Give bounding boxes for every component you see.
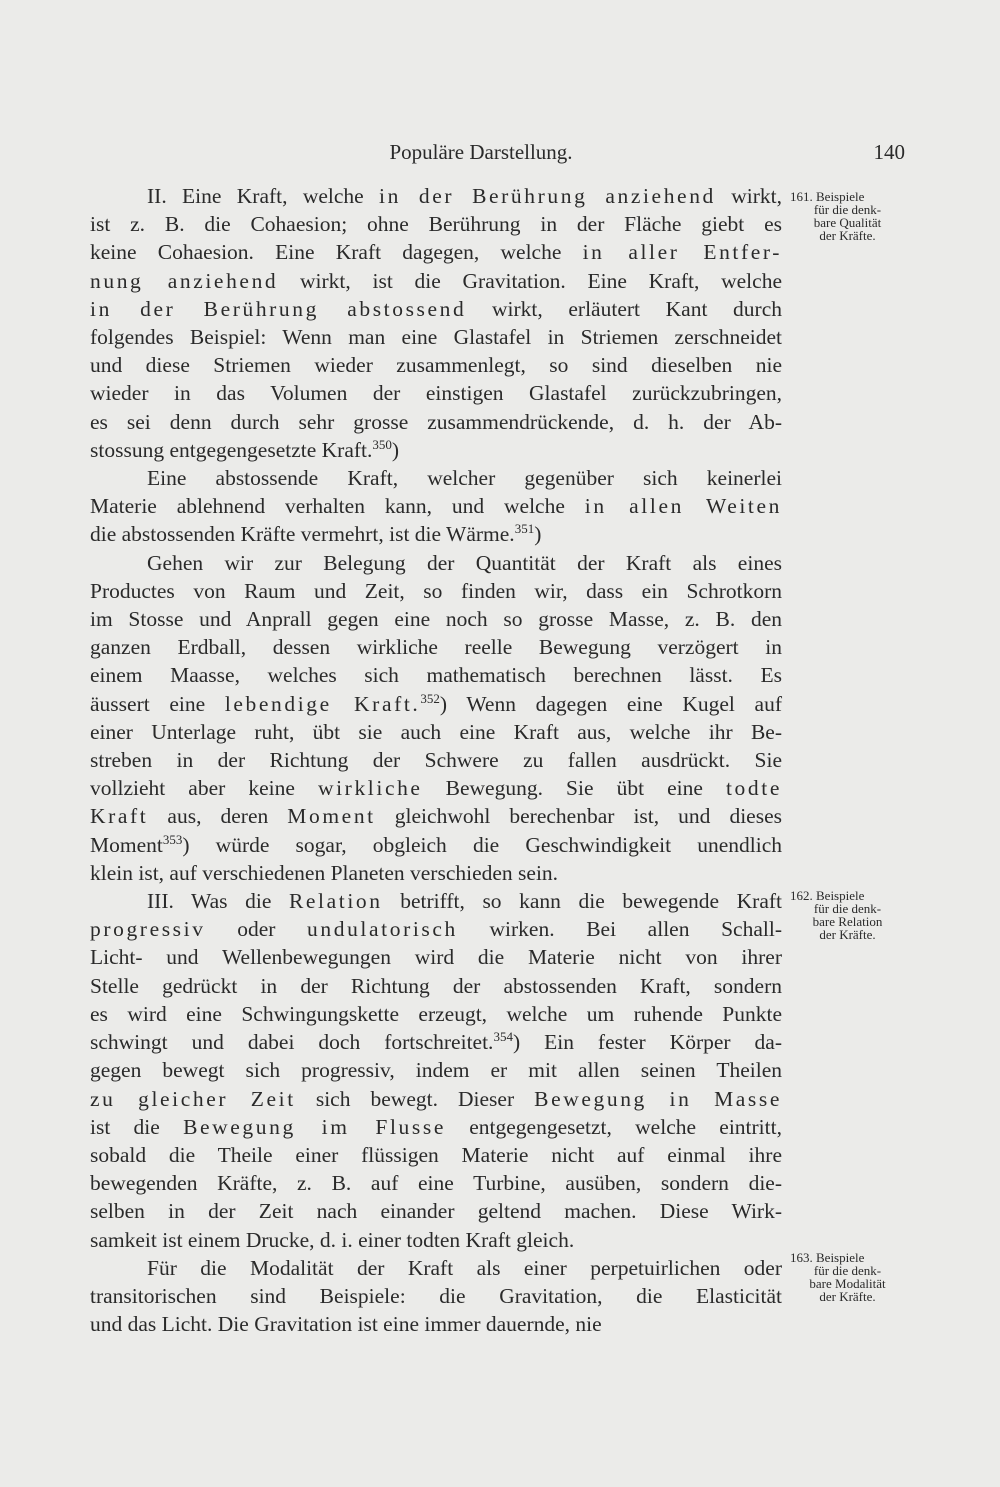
margin-note-line: 163. Beispiele [790,1250,865,1265]
text-run: folgendes Beispiel: Wenn man eine Glastafel in Striemen zerschneidet [90,325,782,350]
text-line [90,633,782,661]
text-line [90,859,782,887]
text-line [90,1085,782,1113]
running-header [90,140,905,170]
text-line [90,577,782,605]
text-run: es sei denn durch sehr grosse zusammendrückende, d. h. der Ab- [90,409,782,434]
paragraph-161 [90,182,782,464]
spaced-emphasis: wirkliche [317,776,423,801]
text-run: Productes von Raum und Zeit, so finden wir, dass ein Schrotkorn [90,578,782,603]
text-run: äussert eine [90,691,225,716]
spaced-emphasis: Relation [288,889,383,914]
margin-note-163 [790,1251,905,1303]
text-run: schwingt und dabei doch fortschreitet. [90,1030,494,1055]
text-run: gleichwohl berechenbar ist, und dieses [375,804,783,829]
text-line [90,831,782,859]
text-run: ist die [90,1114,184,1139]
text-run: Bewegung. Sie übt eine [422,776,726,801]
text-run: ) [391,437,400,462]
text-run: und das Licht. Die Gravitation ist eine immer dauernde, nie [90,1312,602,1337]
text-run: Gehen wir zur Belegung der Quantität der Kraft als eines [147,550,782,575]
text-run: wirken. Bei allen Schall- [457,917,782,942]
text-line [90,972,782,1000]
text-line [90,1226,782,1254]
text-line [90,182,782,210]
text-line [90,464,782,492]
spaced-emphasis: Kraft [90,804,149,829]
text-line [90,690,782,718]
text-run: entgegengesetzt, welche eintritt, [445,1114,782,1139]
text-run: ist z. B. die Cohaesion; ohne Berührung in der Fläche giebt es [90,212,782,237]
text-line [90,323,782,351]
text-run: im Stosse und Anprall gegen eine noch so grosse Masse, z. B. den [90,607,782,632]
footnote-ref: 351 [514,521,535,537]
text-run: streben in der Richtung der Schwere zu fallen ausdrückt. Sie [90,748,782,773]
text-run: einem Maasse, welches sich mathematisch berechnen lässt. Es [90,663,782,688]
spaced-emphasis: nung anziehend [90,268,279,293]
margin-note-line: 161. Beispiele [790,189,865,204]
spaced-emphasis: in der Berührung anziehend [379,184,716,208]
spaced-emphasis: todte [725,776,782,801]
text-line [90,1056,782,1084]
text-run: bewegenden Kräfte, z. B. auf eine Turbine, ausüben, sondern die- [90,1171,782,1196]
margin-note-line: 162. Beispiele [790,888,865,903]
text-line [90,1310,782,1338]
text-line [90,267,782,295]
text-run: keine Cohaesion. Eine Kraft dagegen, welche [90,240,583,265]
text-run: wirkt, ist die Gravitation. Eine Kraft, welche [278,268,782,293]
text-line [90,1113,782,1141]
text-run: es wird eine Schwingungskette erzeugt, welche um ruhende Punkte [90,1001,782,1026]
text-line [90,1254,782,1282]
margin-note-line: der Kräfte. [819,927,876,942]
text-line [90,379,782,407]
text-line [90,887,782,915]
text-run: II. Eine Kraft, welche [147,184,380,208]
text-run: Eine abstossende Kraft, welcher gegenüber sich keinerlei [147,466,782,491]
spaced-emphasis: in der Berührung abstossend [90,296,467,321]
body-text [90,182,782,1338]
text-line [90,210,782,238]
spaced-emphasis: lebendige Kraft. [224,691,421,716]
text-line [90,605,782,633]
margin-note-line: der Kräfte. [819,228,876,243]
text-run: wieder in das Volumen der einstigen Glastafel zurückzubringen, [90,381,782,406]
margin-note-161 [790,190,905,242]
text-line [90,1000,782,1028]
text-line [90,1169,782,1197]
text-run: wirkt, erläutert Kant durch [466,296,782,321]
text-line [90,915,782,943]
text-run: ) Wenn dagegen eine Kugel auf [439,691,782,716]
text-line [90,802,782,830]
margin-note-line: für die denk- [813,1263,882,1278]
text-run: wirkt, [715,184,782,208]
text-line [90,1141,782,1169]
text-line [90,1197,782,1225]
margin-note-line: für die denk- [813,202,882,217]
text-run: samkeit ist einem Drucke, d. i. einer todten Kraft gleich. [90,1227,575,1252]
text-run: und diese Striemen wieder zusammenlegt, so sind dieselben nie [90,353,782,378]
text-run: ganzen Erdball, dessen wirkliche reelle Bewegung verzögert in [90,635,782,660]
spaced-emphasis: progressiv [90,917,206,942]
text-run: oder [205,917,308,942]
text-line [90,943,782,971]
text-line [90,520,782,548]
spaced-emphasis: undulatorisch [307,917,458,942]
footnote-ref: 354 [493,1029,513,1045]
text-line [90,549,782,577]
text-line [90,746,782,774]
text-line [90,1282,782,1310]
text-run: sich bewegt. Dieser [295,1086,535,1111]
spaced-emphasis: in aller Entfer- [582,240,782,265]
text-run: die abstossenden Kräfte vermehrt, ist die Wärme. [90,522,515,547]
text-run: ) würde sogar, obgleich die Geschwindigkeit unendlich [182,832,782,857]
text-line [90,1028,782,1056]
paragraph-quantitaet [90,549,782,887]
paragraph-relation [90,887,782,1254]
text-run: sobald die Theile einer flüssigen Materie nicht auf einmal ihre [90,1142,782,1167]
text-run: Licht- und Wellenbewegungen wird die Materie nicht von ihrer [90,945,782,970]
footnote-ref: 352 [420,690,440,706]
spaced-emphasis: Bewegung im Flusse [183,1114,446,1139]
margin-note-162 [790,889,905,941]
text-run: Materie ablehnend verhalten kann, und welche [90,494,585,519]
text-line [90,408,782,436]
text-run: ) Ein fester Körper da- [512,1030,782,1055]
text-run: III. Was die [147,889,289,914]
text-run: Stelle gedrückt in der Richtung der abstossenden Kraft, sondern [90,973,782,998]
text-run: klein ist, auf verschiedenen Planeten verschieden sein. [90,860,559,885]
margin-note-line: für die denk- [813,901,882,916]
text-run: transitorischen sind Beispiele: die Gravitation, die Elasticität [90,1283,782,1308]
spaced-emphasis: Moment [287,804,376,829]
text-run: ) [534,522,542,547]
text-line [90,436,782,464]
text-line [90,295,782,323]
text-run: gegen bewegt sich progressiv, indem er mit allen seinen Theilen [90,1058,782,1083]
text-run: einer Unterlage ruht, übt sie auch eine Kraft aus, welche ihr Be- [90,719,782,744]
spaced-emphasis: zu gleicher Zeit [90,1086,296,1111]
page-number: 140 [873,140,905,164]
text-run: aus, deren [148,804,288,829]
text-line [90,351,782,379]
paragraph-abstossende-kraft [90,464,782,549]
margin-note-line: der Kräfte. [819,1289,876,1304]
spaced-emphasis: Bewegung in Masse [534,1086,783,1111]
margin-note-line: bare Relation [812,914,883,929]
footnote-ref: 350 [372,436,392,452]
text-run: Moment [90,832,163,857]
running-title: Populäre Darstellung. [389,140,573,164]
margin-note-line: bare Qualität [813,215,882,230]
text-line [90,661,782,689]
text-line [90,238,782,266]
paragraph-modalitaet [90,1254,782,1339]
footnote-ref: 353 [162,831,183,847]
margin-note-line: bare Modalität [809,1276,886,1291]
text-line [90,492,782,520]
text-run: selben in der Zeit nach einander geltend machen. Diese Wirk- [90,1199,782,1224]
text-line [90,774,782,802]
text-run: Für die Modalität der Kraft als einer perpetuirlichen oder [147,1255,782,1280]
text-run: vollzieht aber keine [90,776,318,801]
text-run: betrifft, so kann die bewegende Kraft [382,889,782,914]
text-run: stossung entgegengesetzte Kraft. [90,437,373,462]
text-line [90,718,782,746]
spaced-emphasis: in allen Weiten [584,494,782,519]
